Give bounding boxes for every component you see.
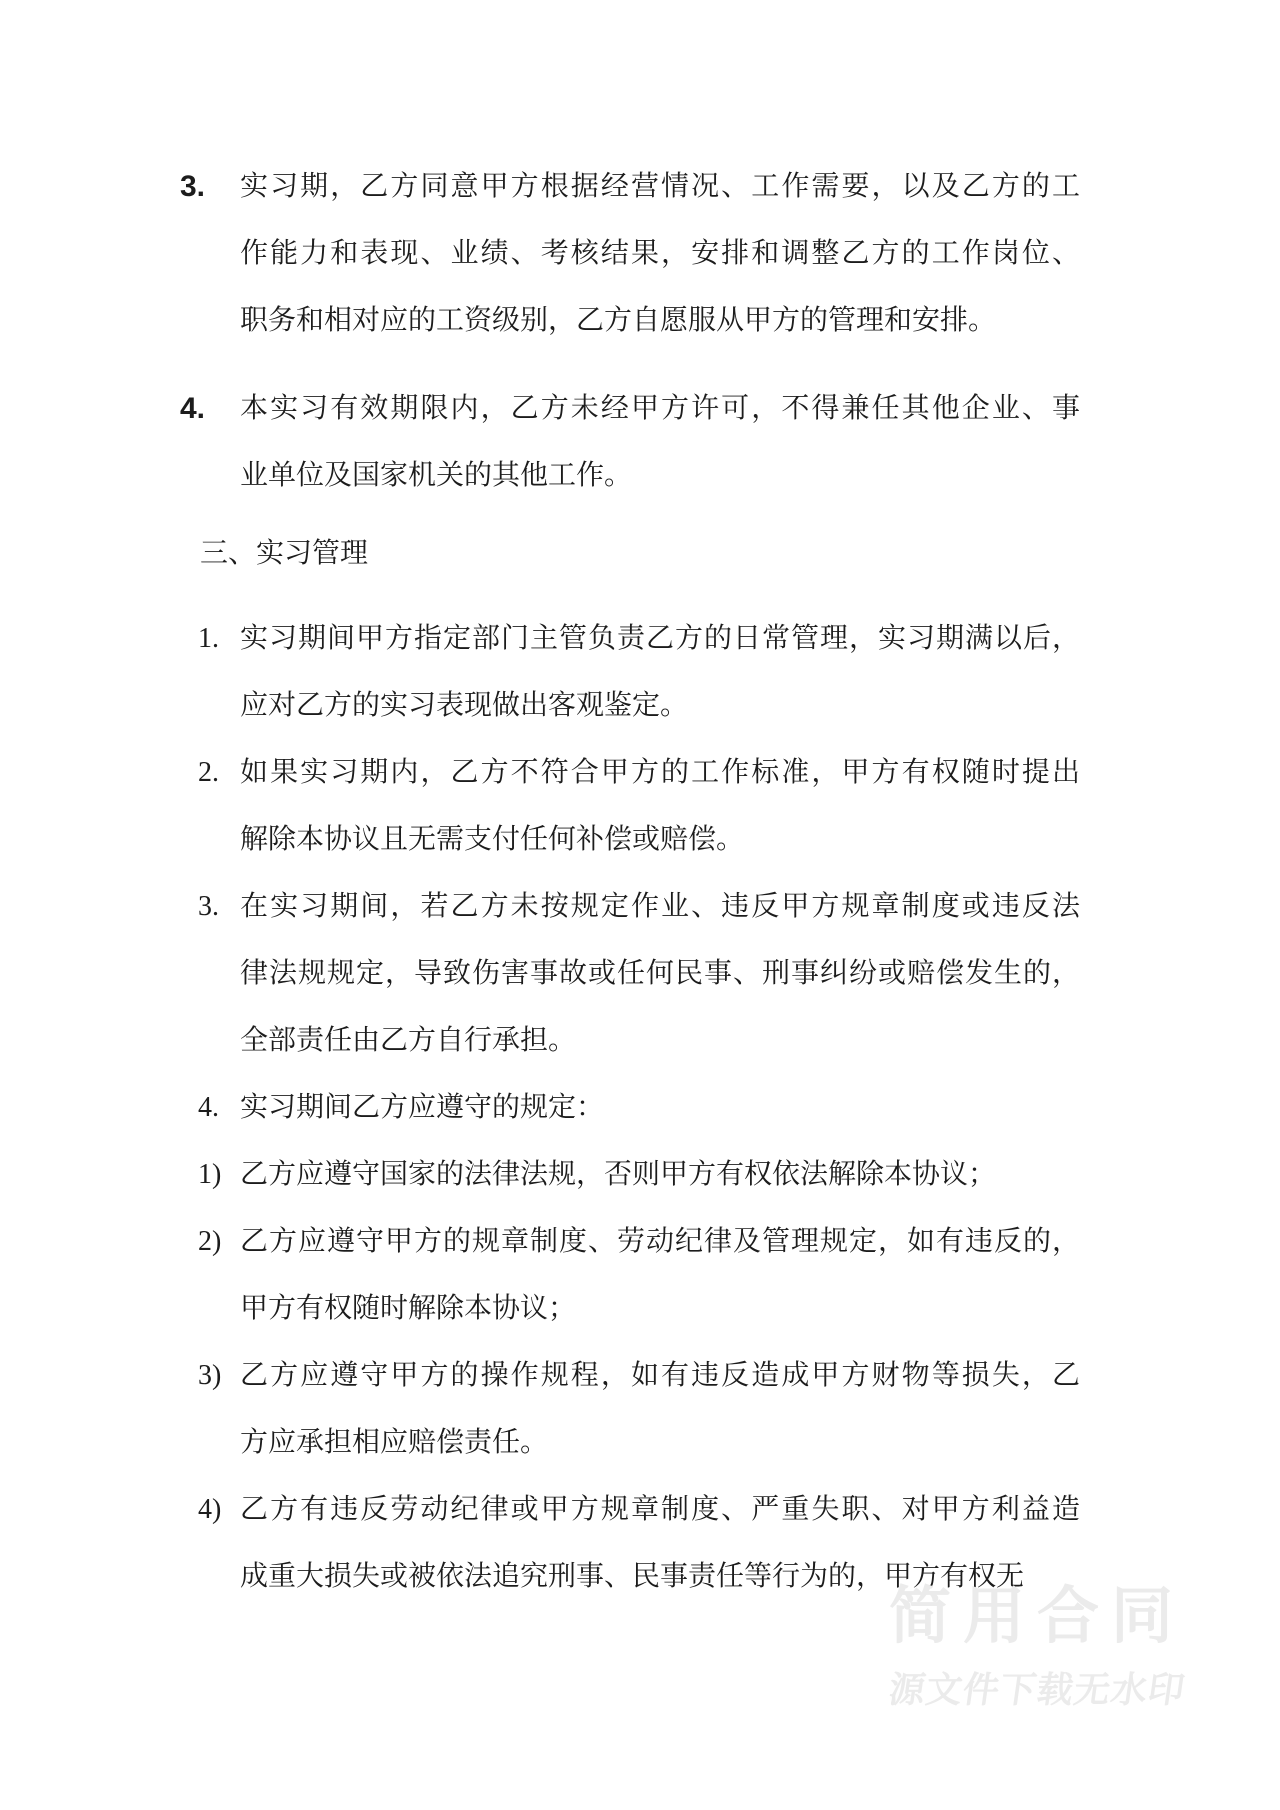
text-line: 三、实习管理 — [200, 538, 369, 569]
item-marker: 4. — [180, 392, 206, 425]
text-line: 实习期，乙方同意甲方根据经营情况、工作需要，以及乙方的工 — [240, 171, 1080, 202]
contract-item — [0, 1208, 1280, 1342]
item-text — [240, 1342, 1080, 1476]
section-heading — [0, 520, 1280, 587]
text-line: 乙方有违反劳动纪律或甲方规章制度、严重失职、对甲方利益造 — [240, 1494, 1080, 1525]
contract-item — [0, 375, 1280, 509]
text-line: 实习期间甲方指定部门主管负责乙方的日常管理，实习期满以后， — [240, 623, 1080, 654]
text-line: 方应承担相应赔偿责任。 — [240, 1427, 549, 1458]
item-marker: 4) — [198, 1494, 222, 1525]
item-text — [240, 375, 1080, 509]
text-line: 作能力和表现、业绩、考核结果，安排和调整乙方的工作岗位、 — [240, 238, 1080, 269]
text-line: 解除本协议且无需支付任何补偿或赔偿。 — [240, 824, 745, 855]
contract-item — [0, 873, 1280, 1074]
watermark-brand-text: 简用合同 — [889, 1582, 1186, 1651]
text-line: 乙方应遵守甲方的规章制度、劳动纪律及管理规定，如有违反的， — [240, 1226, 1080, 1257]
contract-item — [0, 1074, 1280, 1141]
text-line: 实习期间乙方应遵守的规定： — [240, 1092, 605, 1123]
item-marker: 2. — [198, 757, 219, 788]
item-marker: 1) — [198, 1159, 222, 1190]
text-line: 业单位及国家机关的其他工作。 — [240, 460, 633, 491]
item-text — [200, 520, 368, 587]
item-text — [240, 605, 1080, 739]
text-line: 成重大损失或被依法追究刑事、民事责任等行为的，甲方有权无 — [240, 1561, 1025, 1592]
item-marker: 3. — [198, 891, 219, 922]
contract-item — [0, 1342, 1280, 1476]
contract-item — [0, 1141, 1280, 1208]
item-marker: 1. — [198, 623, 219, 654]
text-line: 甲方有权随时解除本协议； — [240, 1293, 577, 1324]
text-line: 应对乙方的实习表现做出客观鉴定。 — [240, 690, 689, 721]
item-marker: 4. — [198, 1092, 219, 1123]
text-line: 如果实习期内，乙方不符合甲方的工作标准，甲方有权随时提出 — [240, 757, 1080, 788]
item-text — [240, 1208, 1080, 1342]
item-text — [240, 1074, 1080, 1141]
contract-item — [0, 739, 1280, 873]
item-text — [240, 1141, 1080, 1208]
item-text — [240, 873, 1080, 1074]
text-line: 在实习期间，若乙方未按规定作业、违反甲方规章制度或违反法 — [240, 891, 1080, 922]
text-line: 全部责任由乙方自行承担。 — [240, 1025, 577, 1056]
watermark — [886, 1582, 1188, 1710]
text-line: 律法规规定，导致伤害事故或任何民事、刑事纠纷或赔偿发生的， — [240, 958, 1080, 989]
text-line: 乙方应遵守国家的法律法规，否则甲方有权依法解除本协议； — [240, 1159, 997, 1190]
watermark-tagline-text: 源文件下载无水印 — [886, 1669, 1188, 1710]
item-marker: 3. — [180, 170, 206, 203]
text-line: 乙方应遵守甲方的操作规程，如有违反造成甲方财物等损失，乙 — [240, 1360, 1080, 1391]
text-line: 职务和相对应的工资级别，乙方自愿服从甲方的管理和安排。 — [240, 305, 997, 336]
item-marker: 3) — [198, 1360, 222, 1391]
contract-item — [0, 153, 1280, 354]
contract-item — [0, 605, 1280, 739]
document-body — [0, 153, 1280, 1610]
text-line: 本实习有效期限内，乙方未经甲方许可，不得兼任其他企业、事 — [240, 393, 1080, 424]
item-text — [240, 153, 1080, 354]
item-marker: 2) — [198, 1226, 222, 1257]
item-text — [240, 739, 1080, 873]
